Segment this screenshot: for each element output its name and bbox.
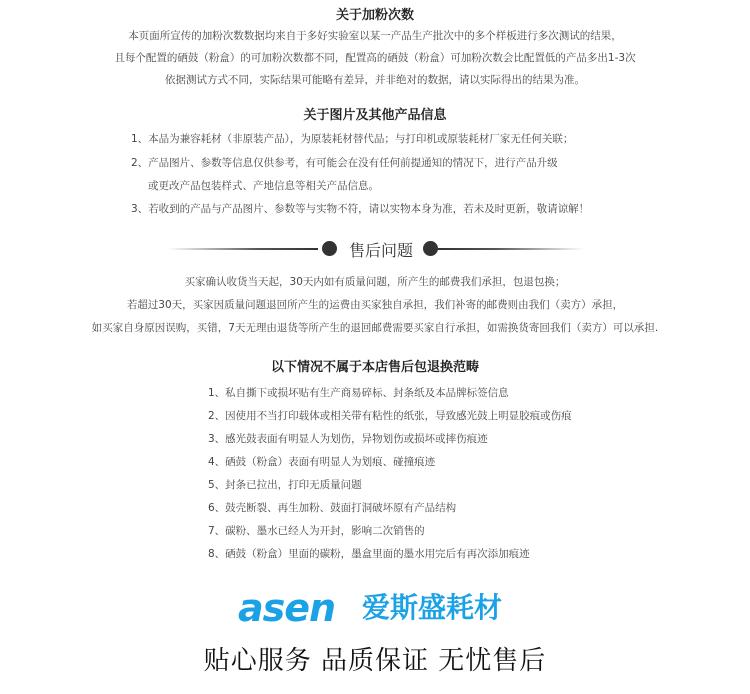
exclusion-item-4: 4、硒鼓（粉盒）表面有明显人为划痕、碰撞痕迹 (208, 456, 436, 468)
exclusions-title: 以下情况不属于本店售后包退换范畴 (270, 360, 479, 375)
exclusion-item-2: 2、因使用不当打印载体或相关带有粘性的纸张，导致感光鼓上明显胶痕或伤痕 (208, 410, 572, 422)
after-sales-title: 售后问题 (348, 241, 413, 260)
after-sales-line-1: 买家确认收货当天起，30天内如有质量问题，所产生的邮费我们承担，包退包换； (184, 276, 566, 288)
image-item-1: 1、本品为兼容耗材（非原装产品），为原装耗材替代品；与打印机或原装耗材厂家无任何关联； (131, 133, 574, 145)
image-item-3: 3、若收到的产品与产品图片、参数等与实物不符，请以实物本身为准，若未及时更新，敬请谅解！ (131, 203, 590, 215)
divider-left (168, 248, 318, 250)
divider-right (438, 248, 583, 250)
after-sales-header (0, 237, 750, 261)
powder-line-1: 本页面所宣传的加粉次数数据均来自于多好实验室以某一产品生产批次中的多个样板进行多次测试的结果， (128, 30, 622, 42)
exclusion-item-7: 7、碳粉、墨水已经人为开封，影响二次销售的 (208, 525, 425, 537)
exclusion-item-1: 1、私自撕下或损坏贴有生产商易碎标、封条纸及本品牌标签信息 (208, 387, 509, 399)
bullet-dot-left (322, 241, 337, 256)
powder-line-3: 依据测试方式不同，实际结果可能略有差异，并非绝对的数据，请以实际得出的结果为准。 (165, 74, 585, 86)
after-sales-line-2: 若超过30天，买家因质量问题退回所产生的运费由买家独自承担，我们补寄的邮费则由我们（卖方）承担， (126, 299, 624, 311)
slogan: 贴心服务 品质保证 无忧售后 (203, 646, 547, 676)
after-sales-line-3: 如买家自身原因误购，买错，7天无理由退货等所产生的退回邮费需要买家自行承担，如需换货寄回我们（卖方）可以承担. (91, 322, 659, 334)
exclusion-item-5: 5、封条已拉出，打印无质量问题 (208, 479, 362, 491)
exclusion-item-3: 3、感光鼓表面有明显人为划伤，异物划伤或损坏或摔伤痕迹 (208, 433, 488, 445)
image-item-2: 2、产品图片、参数等信息仅供参考，有可能会在没有任何前提通知的情况下，进行产品升级 (131, 157, 558, 169)
brand-block (238, 588, 538, 628)
powder-section-title: 关于加粉次数 (335, 8, 414, 23)
asen-logo: asen (238, 586, 336, 630)
image-section-title: 关于图片及其他产品信息 (303, 108, 447, 123)
bullet-dot-right (423, 241, 438, 256)
brand-name: 爱斯盛耗材 (362, 591, 503, 624)
exclusion-item-8: 8、硒鼓（粉盒）里面的碳粉，墨盒里面的墨水用完后有再次添加痕迹 (208, 548, 530, 560)
powder-line-2: 且每个配置的硒鼓（粉盒）的可加粉次数都不同，配置高的硒鼓（粉盒）可加粉次数会比配置低的产品多出1-3次 (114, 52, 636, 64)
image-item-2-continued: 或更改产品包装样式、产地信息等相关产品信息。 (148, 180, 379, 192)
exclusion-item-6: 6、鼓壳断裂、再生加粉、鼓面打洞破坏原有产品结构 (208, 502, 457, 514)
